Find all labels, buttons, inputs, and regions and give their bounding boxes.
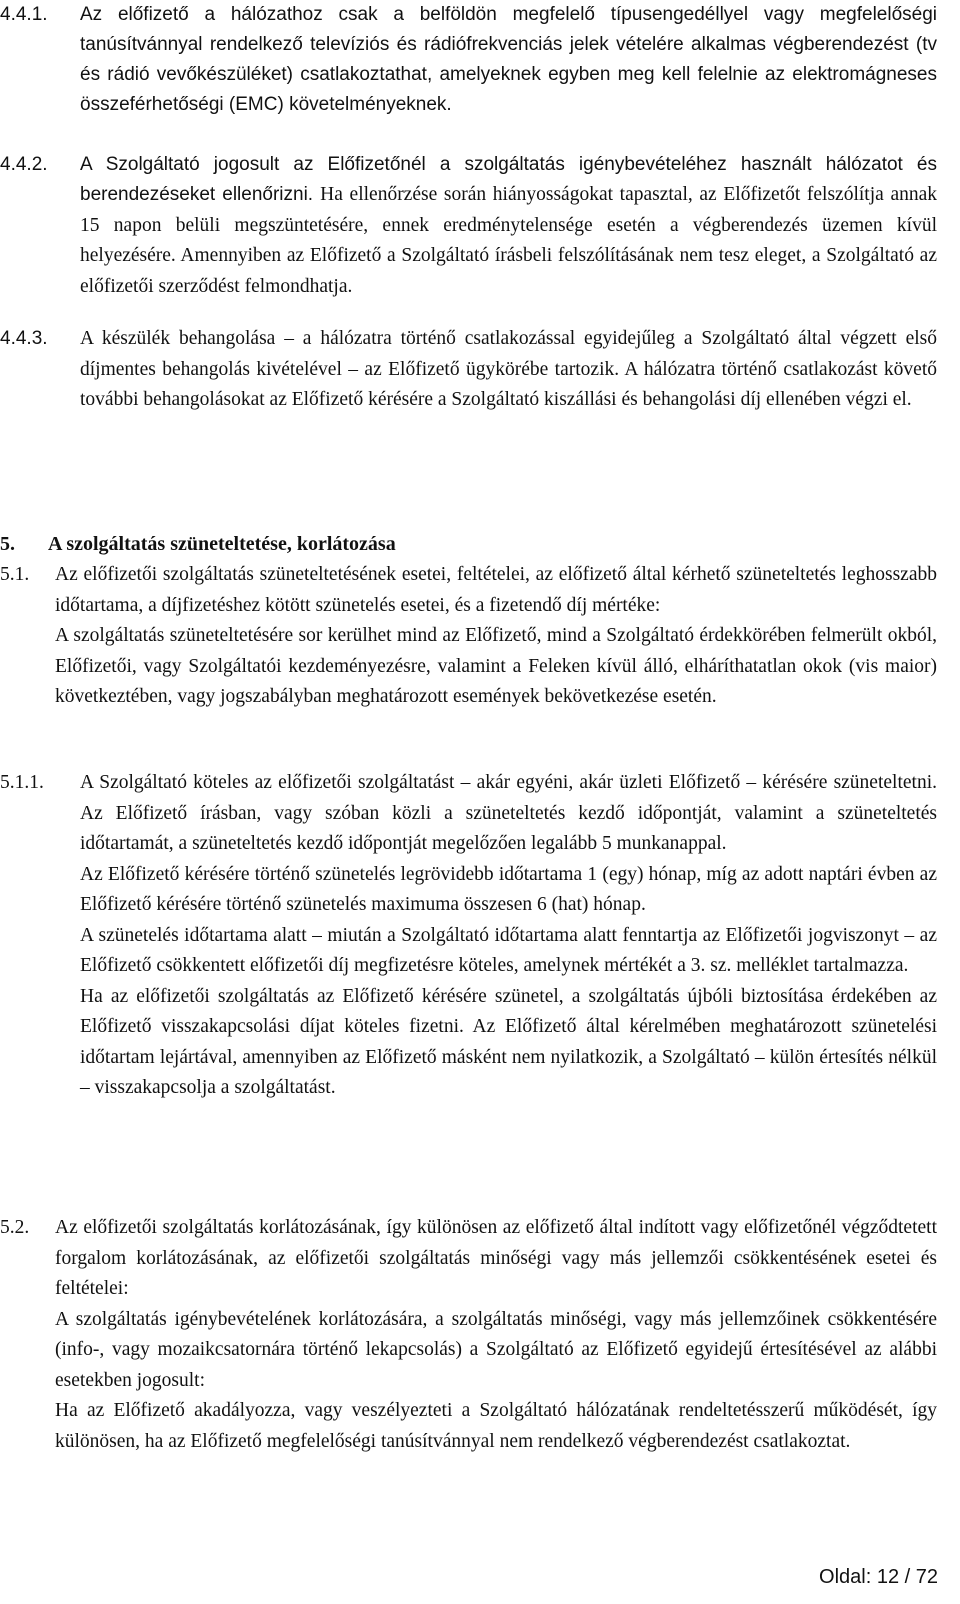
section-number: 4.4.2. — [0, 154, 48, 175]
paragraph-4-4-3 — [0, 324, 937, 416]
section-number: 4.4.3. — [0, 328, 48, 349]
paragraph-text: Ha az Előfizető akadályozza, vagy veszélyezteti a Szolgáltató hálózatának rendeltetésszerű működését, így különösen, ha az Előfizető megfelelőségi tanúsítvánnyal nem rendelkező végberendezést csatlakoztat. — [55, 1400, 937, 1452]
paragraph-text: Az előfizetői szolgáltatás szüneteltetésének esetei, feltételei, az előfizető által kérhető szüneteltetés leghosszabb időtartama, a díjfizetéshez kötött szünetelés esetei, és a fizetendő díj mértéke: — [55, 564, 937, 616]
paragraph-text: Az előfizetői szolgáltatás korlátozásának, így különösen az előfizető által indított vagy előfizetőnél végződtetett forgalom korlátozásának, az előfizetői szolgáltatás minőségi vagy más jellemzői csökkentésének esetei és feltételei: — [55, 1217, 937, 1299]
section-heading — [0, 529, 396, 559]
paragraph-5-1-1 — [0, 768, 937, 1104]
paragraph-5-2 — [0, 1213, 937, 1457]
paragraph-text: Ha az előfizetői szolgáltatás az Előfizető kérésére szünetel, a szolgáltatás újbóli biztosítása érdekében az Előfizető visszakapcsolási díjat köteles fizetni. Az Előfizető által kérelmében meghatározott szünetelési időtartam lejártával, amennyiben az Előfizető másként nem nyilatkozik, a Szolgáltató – külön értesítés nélkül – visszakapcsolja a szolgáltatást. — [80, 985, 937, 1098]
paragraph-text: A készülék behangolása – a hálózatra történő csatlakozással egyidejűleg a Szolgáltató által végzett első díjmentes behangolás kivételével – az Előfizető ügykörébe tartozik. A hálózatra történő csatlakozást követő további behangolásokat az Előfizető kérésére a Szolgáltató kiszállási és behangolási díj ellenében végzi el. — [80, 328, 937, 410]
paragraph-text: A szünetelés időtartama alatt – miután a Szolgáltató időtartama alatt fenntartja az Előfizetői jogviszonyt – az Előfizető csökkentett előfizetői díj megfizetésre köteles, amelynek mértékét a 3. sz. melléklet tartalmazza. — [80, 924, 937, 976]
section-number: 5.1.1. — [0, 772, 44, 793]
paragraph-text: A Szolgáltató köteles az előfizetői szolgáltatást – akár egyéni, akár üzleti Előfizető – kérésére szüneteltetni. Az Előfizető írásban, vagy szóban közli a szüneteltetés kezdő időpontját, valamint a szüneteltetés időtartamát, a szüneteltetés kezdő időpontját megelőzően legalább 5 munkanappal. — [80, 772, 937, 854]
paragraph-5-1 — [0, 560, 937, 713]
section-number: 5.1. — [0, 564, 30, 585]
paragraph-text: A szolgáltatás szüneteltetésére sor kerülhet mind az Előfizető, mind a Szolgáltató érdekkörében felmerült okból, Előfizetői, vagy Szolgáltatói kezdeményezésre, valamint a Feleken kívül álló, elháríthatatlan okok (vis maior) következtében, vagy jogszabályban meghatározott események bekövetkezése esetén. — [55, 625, 937, 707]
paragraph-text-serif: Ha ellenőrzése során hiányosságokat tapasztal, az Előfizetőt felszólítja annak 15 napon belüli megszüntetésére, ennek eredménytelensége esetén a végberendezés üzemen kívül helyezésére. Amennyiben az Előfizető a Szolgáltató írásbeli felszólításának nem tesz eleget, a Szolgáltató az előfizetői szerződést felmondhatja. — [80, 184, 938, 297]
paragraph-text: Az előfizető a hálózathoz csak a belföldön megfelelő típusengedéllyel vagy megfelelőségi tanúsítvánnyal rendelkező televíziós és rádiófrekvenciás jelek vételére alkalmas végberendezést (tv és rádió vevőkészüléket) csatlakoztathat, amelyeknek egyben meg kell felelnie az elektromágneses összeférhetőségi (EMC) követelményeknek. — [80, 4, 937, 115]
paragraph-4-4-2 — [0, 150, 937, 302]
heading-title: A szolgáltatás szüneteltetése, korlátozása — [48, 533, 396, 555]
paragraph-4-4-1 — [0, 0, 937, 120]
paragraph-text: A Szolgáltató jogosult az Előfizetőnél a szolgáltatás igénybevételéhez használt hálózatot és berendezéseket ellenőrizni. — [80, 154, 937, 205]
paragraph-text: A szolgáltatás igénybevételének korlátozására, a szolgáltatás minőségi, vagy más jellemzőinek csökkentésére (info-, vagy mozaikcsatornára történő lekapcsolás) a Szolgáltató az Előfizető egyidejű értesítésével az alábbi esetekben jogosult: — [55, 1308, 937, 1391]
section-number: 4.4.1. — [0, 4, 48, 25]
page-number: Oldal: 12 / 72 — [819, 1566, 938, 1588]
paragraph-text: Az Előfizető kérésére történő szünetelés legrövidebb időtartama 1 (egy) hónap, míg az adott naptári évben az Előfizető kérésére történő szünetelés maximuma összesen 6 (hat) hónap. — [80, 863, 937, 915]
section-number: 5.2. — [0, 1217, 30, 1238]
heading-number: 5. — [0, 533, 15, 555]
